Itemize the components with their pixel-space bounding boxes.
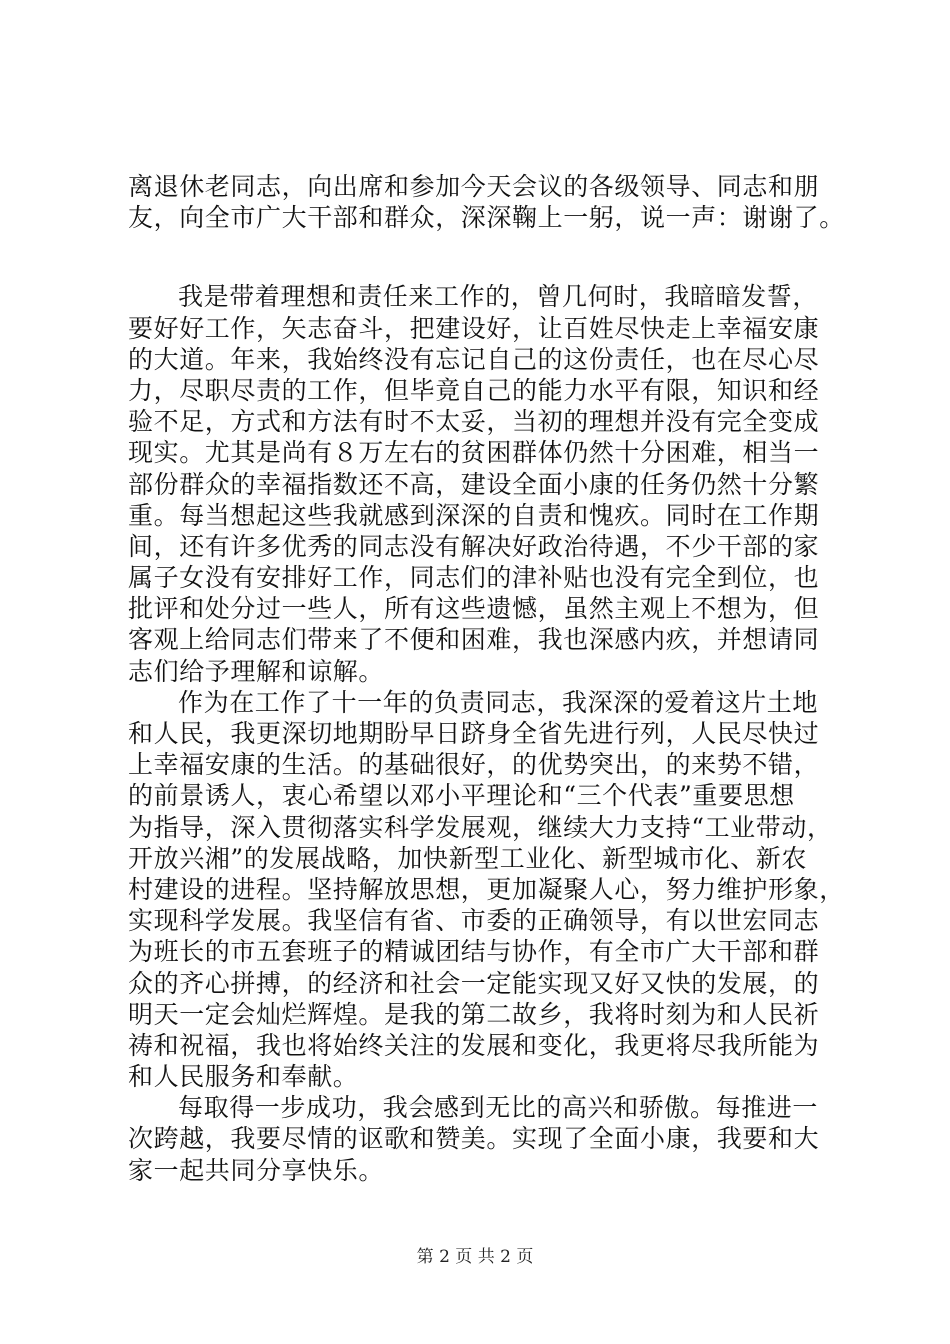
text-line: 为班长的市五套班子的精诚团结与协作，有全市广大干部和群 — [128, 937, 820, 967]
text-line: 次跨越，我要尽情的讴歌和赞美。实现了全面小康，我要和大 — [128, 1124, 820, 1154]
text-line: 家一起共同分享快乐。 — [128, 1155, 385, 1185]
paragraph — [128, 171, 848, 233]
text-line: 现实。尤其是尚有８万左右的贫困群体仍然十分困难，相当一 — [128, 438, 820, 468]
text-line: 的前景诱人，衷心希望以邓小平理论和“三个代表”重要思想 — [128, 781, 795, 811]
text-line: 和人民服务和奉献。 — [128, 1062, 359, 1092]
text-line: 重。每当想起这些我就感到深深的自责和愧疚。同时在工作期 — [128, 500, 820, 530]
text-line: 祷和祝福，我也将始终关注的发展和变化，我更将尽我所能为 — [128, 1030, 820, 1060]
text-line: 属子女没有安排好工作，同志们的津补贴也没有完全到位，也 — [128, 563, 820, 593]
text-line: 离退休老同志，向出席和参加今天会议的各级领导、同志和朋 — [128, 172, 820, 201]
text-line: 要好好工作，矢志奋斗，把建设好，让百姓尽快走上幸福安康 — [128, 313, 820, 343]
text-line: 上幸福安康的生活。的基础很好，的优势突出，的来势不错， — [128, 750, 820, 780]
text-line: 客观上给同志们带来了不便和困难，我也深感内疚，并想请同 — [128, 625, 820, 655]
text-line: 众的齐心拼搏，的经济和社会一定能实现又好又快的发展，的 — [128, 968, 820, 998]
text-line: 和人民，我更深切地期盼早日跻身全省先进行列，人民尽快过 — [128, 719, 820, 748]
paragraph — [128, 687, 848, 1092]
text-line: 志们给予理解和谅解。 — [128, 656, 385, 686]
text-line: 实现科学发展。我坚信有省、市委的正确领导，有以世宏同志 — [128, 906, 820, 936]
text-line: 我是带着理想和责任来工作的，曾几何时，我暗暗发誓， — [178, 282, 819, 312]
paragraph — [128, 281, 848, 686]
text-line: 间，还有许多优秀的同志没有解决好政治待遇，不少干部的家 — [128, 531, 820, 561]
document-body — [128, 171, 848, 1186]
text-line: 批评和处分过一些人，所有这些遗憾，虽然主观上不想为，但 — [128, 594, 820, 624]
text-line: 验不足，方式和方法有时不太妥，当初的理想并没有完全变成 — [128, 407, 820, 437]
text-line: 村建设的进程。坚持解放思想，更加凝聚人心，努力维护形象， — [128, 874, 845, 904]
text-line: 友，向全市广大干部和群众，深深鞠上一躬，说一声：谢谢了。 — [128, 203, 845, 233]
text-line: 部份群众的幸福指数还不高，建设全面小康的任务仍然十分繁 — [128, 469, 820, 499]
page-footer: 第 2 页 共 2 页 — [416, 1247, 534, 1267]
text-line: 作为在工作了十一年的负责同志，我深深的爱着这片土地 — [178, 687, 819, 717]
paragraph-spacer — [128, 233, 848, 281]
text-line: 的大道。年来，我始终没有忘记自己的这份责任，也在尽心尽 — [128, 344, 820, 374]
text-line: 明天一定会灿烂辉煌。是我的第二故乡，我将时刻为和人民祈 — [128, 999, 820, 1029]
text-line: 开放兴湘”的发展战略，加快新型工业化、新型城市化、新农 — [128, 843, 807, 873]
text-line: 力，尽职尽责的工作，但毕竟自己的能力水平有限，知识和经 — [128, 375, 820, 405]
text-line: 为指导，深入贯彻落实科学发展观，继续大力支持“工业带动， — [128, 812, 833, 842]
text-line: 每取得一步成功，我会感到无比的高兴和骄傲。每推进一 — [178, 1093, 819, 1123]
paragraph — [128, 1092, 848, 1186]
